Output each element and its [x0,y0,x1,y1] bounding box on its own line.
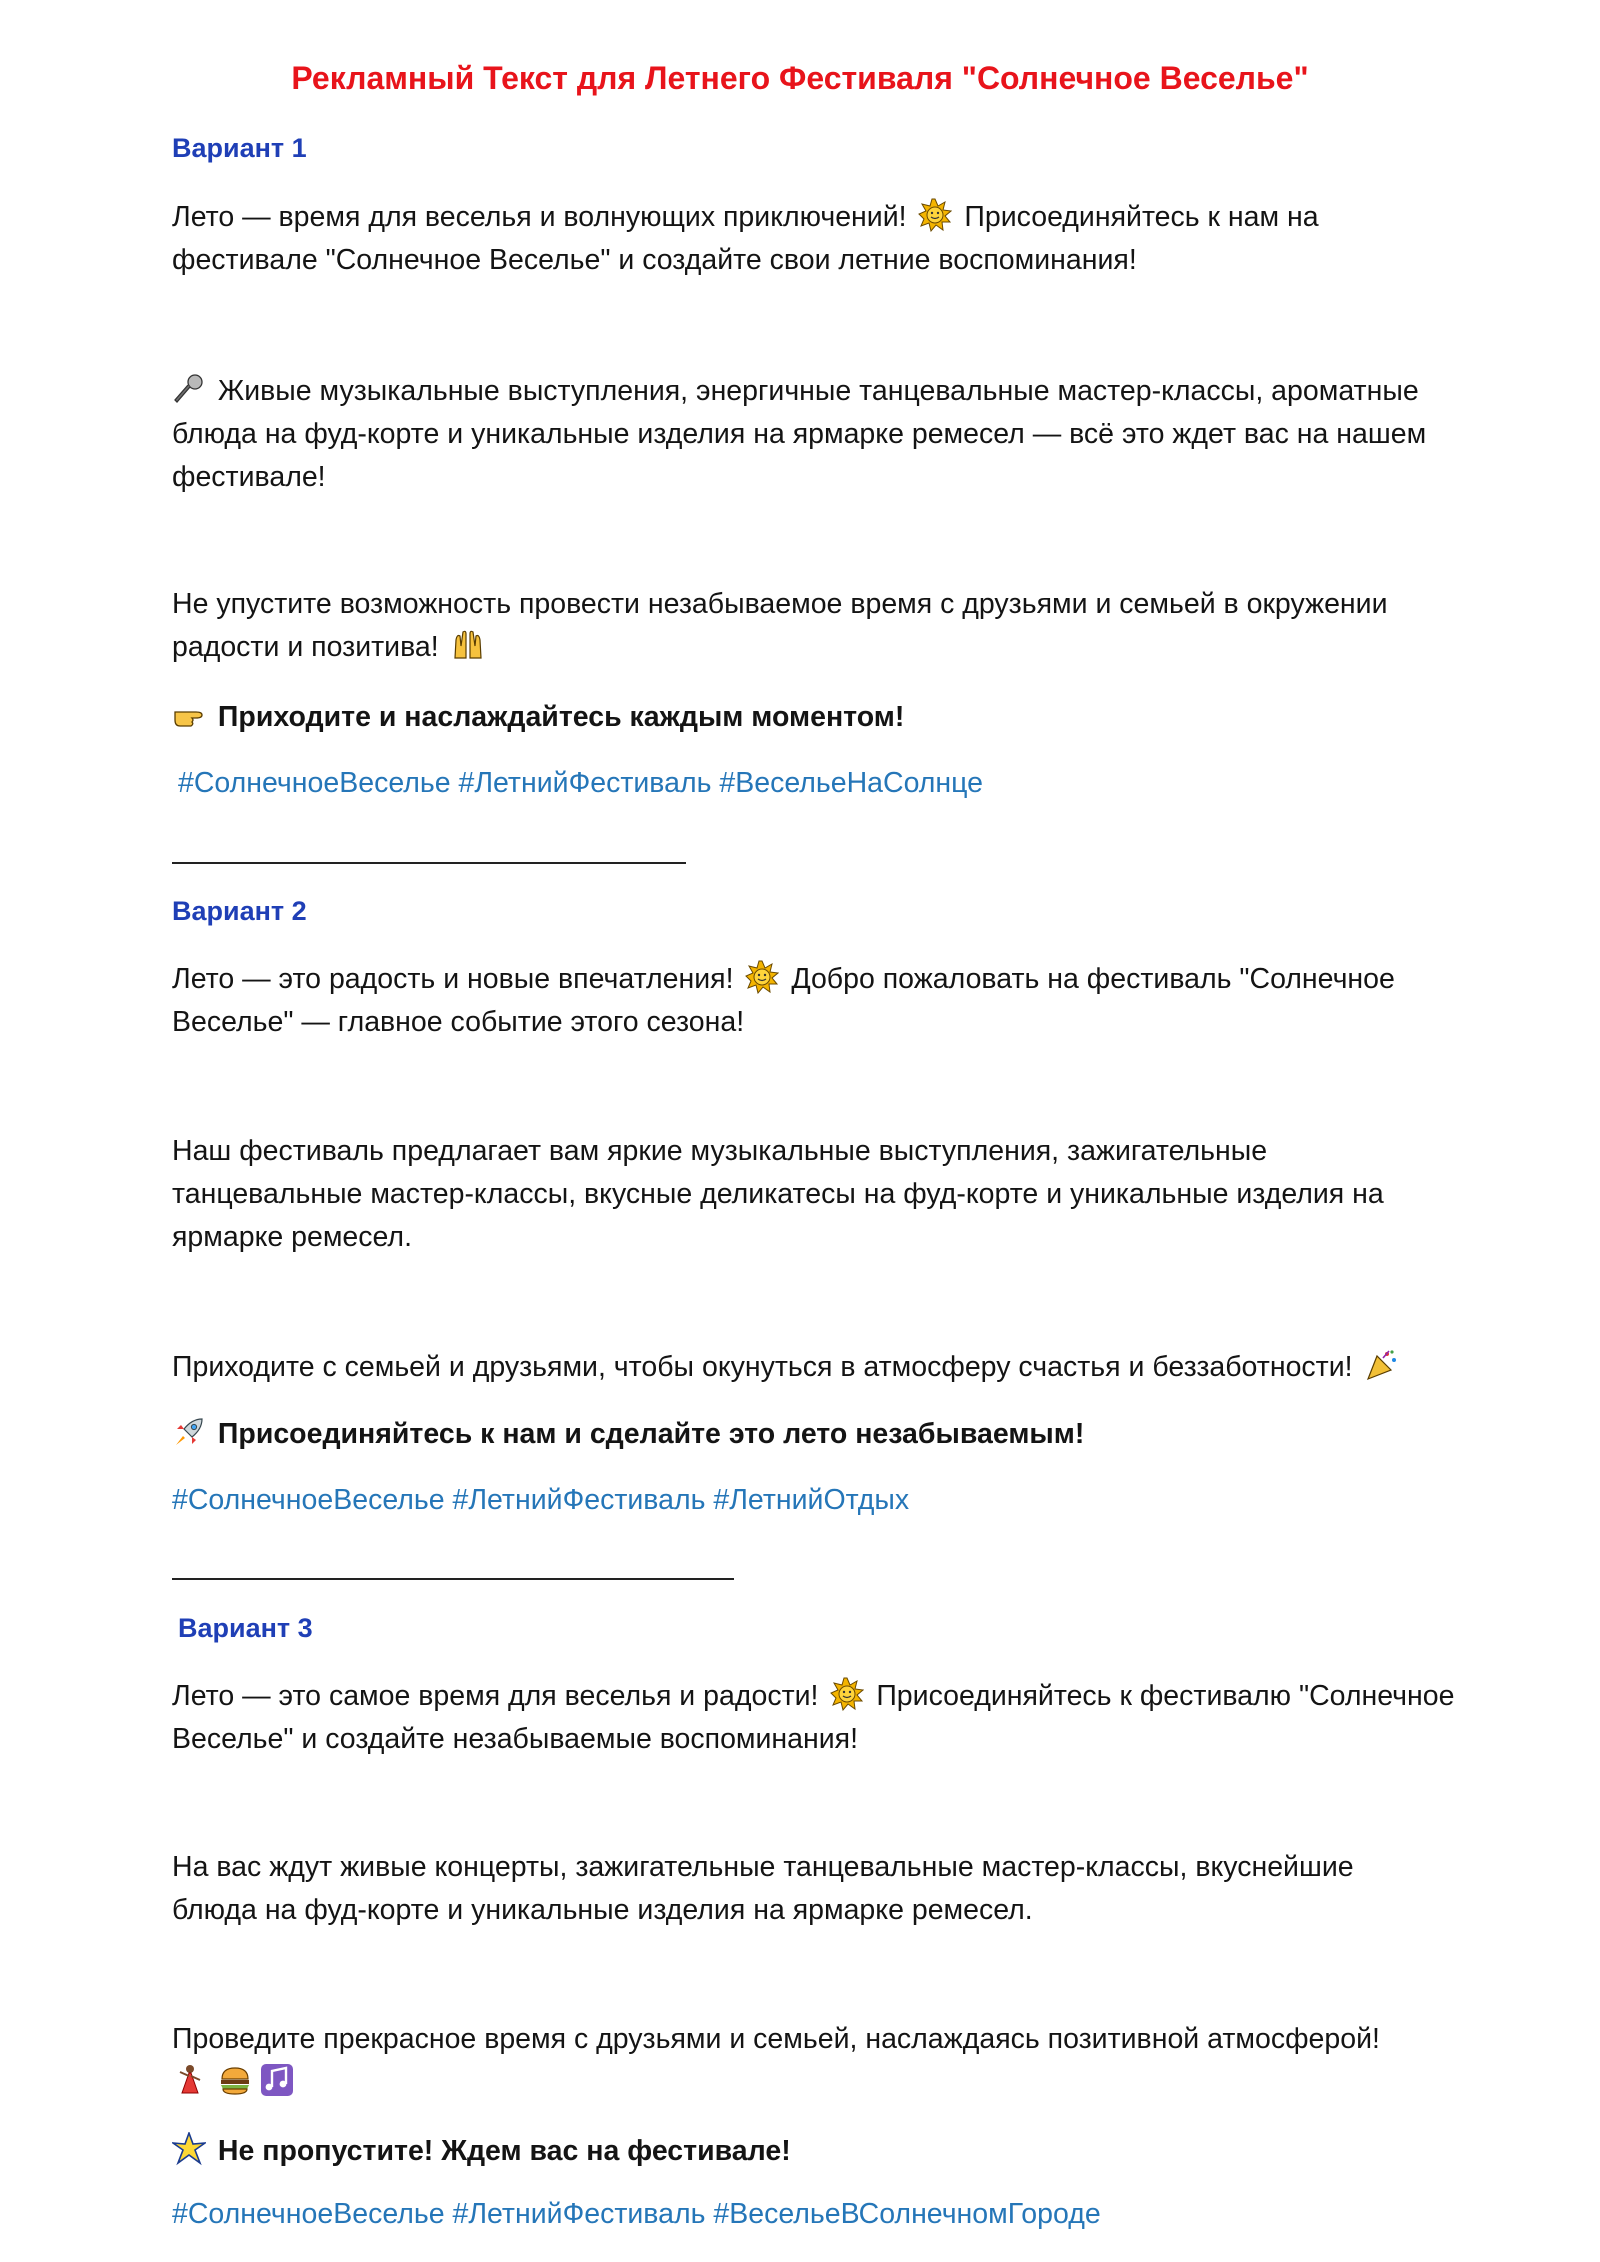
variant-3-intro-text-a: Лето — это самое время для веселья и радости! [172,1680,819,1712]
party-popper-icon [1365,1348,1399,1382]
variant-2-invite-line-1: Приходите с семьей и друзьями, чтобы окунуться в атмосферу счастья и беззаботности! [172,1351,1353,1383]
variant-3-invite-line-1: Проведите прекрасное время с друзьями и семьей, наслаждаясь позитивной атмосферой! [172,2023,1380,2055]
variant-1-intro-paragraph [172,196,1319,282]
variant-1-features-line-3: фестивале! [172,461,326,493]
variant-3-intro-paragraph [172,1675,1454,1761]
variant-3-intro-text-b: Присоединяйтесь к фестивалю "Солнечное [876,1680,1455,1712]
variant-1-invite-line-2: радости и позитива! [172,631,439,663]
pointing-hand-icon [172,698,206,732]
variant-2-intro-text-b: Добро пожаловать на фестиваль "Солнечное [791,963,1395,995]
variant-2-intro-line-2: Веселье" — главное событие этого сезона! [172,1006,745,1038]
variant-2-features-line-1: Наш фестиваль предлагает вам яркие музыкальные выступления, зажигательные [172,1135,1268,1167]
variant-3-features-line-2: блюда на фуд-корте и уникальные изделия на ярмарке ремесел. [172,1894,1033,1926]
document-title: Рекламный Текст для Летнего Фестиваля "Солнечное Веселье" [291,60,1309,96]
variant-1-intro-text-b: Присоединяйтесь к нам на [964,201,1319,233]
variant-1-cta [172,696,904,739]
variant-1-features-line-2: блюда на фуд-корте и уникальные изделия на ярмарке ремесел — всё это ждет вас на нашем [172,418,1427,450]
variant-3-heading: Вариант 3 [178,1613,313,1643]
microphone-icon [172,372,206,406]
variant-2-features-paragraph [172,1130,1384,1259]
raised-hands-icon [451,628,485,662]
variant-1-hashtags[interactable]: #СолнечноеВеселье #ЛетнийФестиваль #ВесельеНаСолнце [178,767,984,799]
variant-2-cta [172,1413,1084,1456]
variant-2-hashtags[interactable]: #СолнечноеВеселье #ЛетнийФестиваль #ЛетнийОтдых [172,1484,910,1516]
section-divider-2 [172,1578,734,1580]
variant-1-invite-paragraph [172,583,1388,669]
variant-2-invite-paragraph [172,1346,1403,1389]
sun-icon [918,198,952,232]
variant-3-features-line-1: На вас ждут живые концерты, зажигательные танцевальные мастер-классы, вкуснейшие [172,1851,1354,1883]
variant-3-intro-line-2: Веселье" и создайте незабываемые воспоминания! [172,1723,859,1755]
variant-3-invite-paragraph [172,2018,1380,2104]
music-notes-icon [260,2063,294,2097]
sparkle-star-icon [172,2132,206,2166]
variant-1-invite-line-1: Не упустите возможность провести незабываемое время с друзьями и семьей в окружении [172,588,1388,620]
variant-2-features-line-3: ярмарке ремесел. [172,1221,412,1253]
variant-2-intro-paragraph [172,958,1395,1044]
rocket-icon [172,1415,206,1449]
variant-1-intro-line-2: фестивале "Солнечное Веселье" и создайте свои летние воспоминания! [172,244,1137,276]
variant-3-hashtags[interactable]: #СолнечноеВеселье #ЛетнийФестиваль #ВесельеВСолнечномГороде [172,2198,1101,2230]
variant-1-features-paragraph [172,370,1426,499]
variant-1-cta-text: Приходите и наслаждайтесь каждым моментом! [217,701,905,733]
variant-2-cta-text: Присоединяйтесь к нам и сделайте это лето незабываемым! [217,1418,1085,1450]
variant-2-heading: Вариант 2 [172,896,307,926]
variant-2-features-line-2: танцевальные мастер-классы, вкусные деликатесы на фуд-корте и уникальные изделия на [172,1178,1384,1210]
variant-3-cta [172,2130,791,2173]
sun-icon [745,960,779,994]
variant-1-heading: Вариант 1 [172,133,307,163]
dancer-icon [172,2063,206,2097]
variant-3-cta-text: Не пропустите! Ждем вас на фестивале! [217,2135,791,2167]
sun-icon [830,1677,864,1711]
variant-1-features-line-1: Живые музыкальные выступления, энергичные танцевальные мастер-классы, ароматные [217,375,1419,407]
variant-2-intro-text-a: Лето — это радость и новые впечатления! [172,963,734,995]
section-divider-1 [172,862,686,864]
burger-icon [218,2063,252,2097]
variant-1-intro-text-a: Лето — время для веселья и волнующих приключений! [172,201,907,233]
variant-3-features-paragraph [172,1846,1354,1932]
